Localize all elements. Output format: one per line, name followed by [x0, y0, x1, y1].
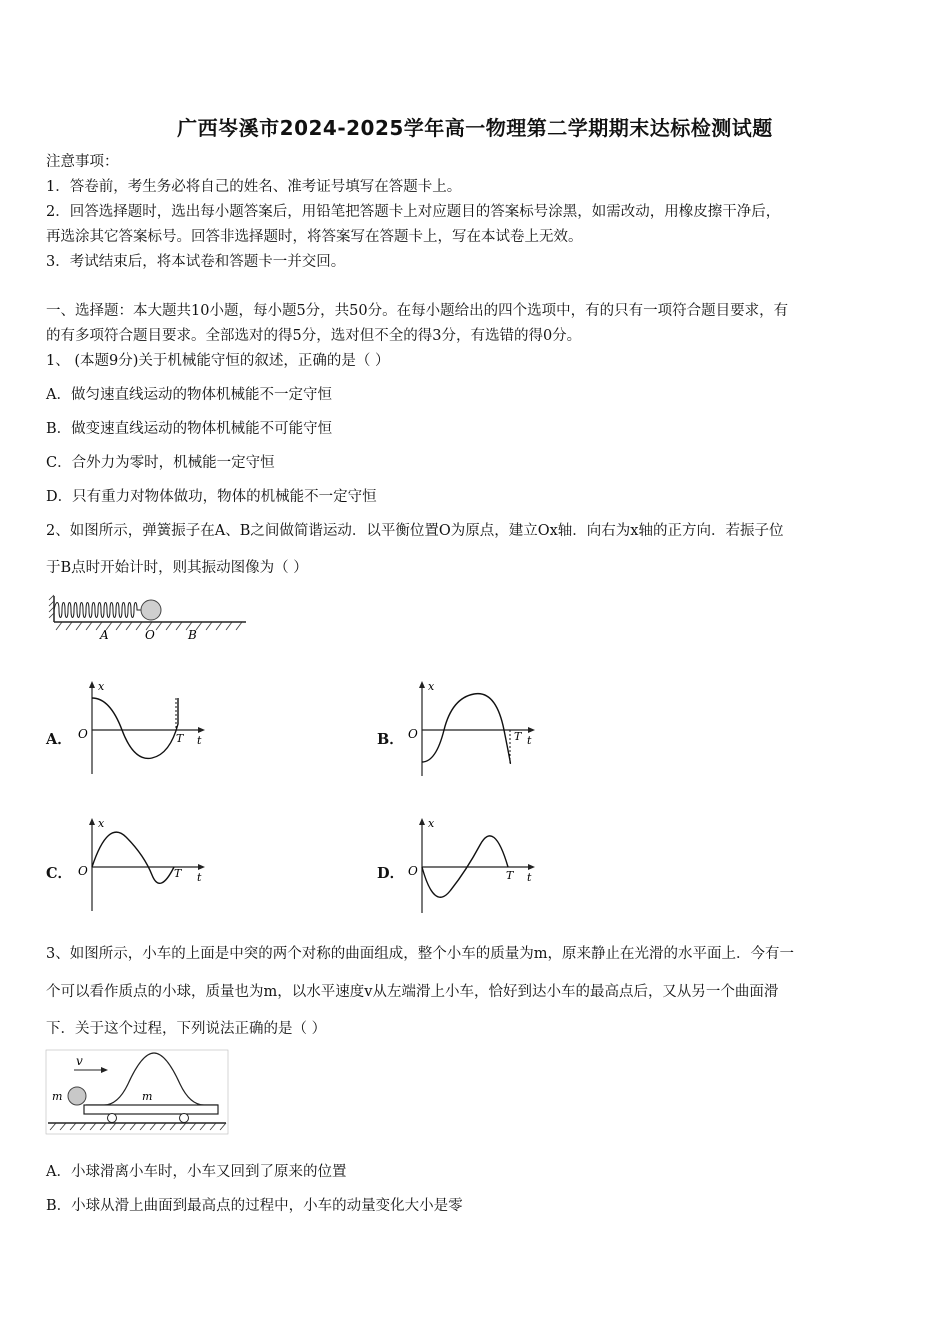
- figure-label: T: [506, 869, 514, 882]
- q2-option-c-label: C．: [46, 865, 73, 882]
- q2-option-a-label: A．: [46, 731, 72, 748]
- figure-label: O: [408, 727, 418, 741]
- figure-label: O: [408, 864, 418, 878]
- q2-graph-b: [400, 678, 540, 778]
- q1-option-d: D．只有重力对物体做功，物体的机械能不一定守恒: [46, 489, 377, 505]
- figure-label: O: [78, 864, 88, 878]
- q2-graph-d: [400, 815, 540, 915]
- q3-stem-line2: 个可以看作质点的小球，质量也为m，以水平速度v从左端滑上小车，恰好到达小车的最高点后，又从另一个曲面滑: [46, 984, 779, 1000]
- figure-label: t: [197, 734, 202, 747]
- q2-stem-line1: 2、如图所示，弹簧振子在A、B之间做简谐运动．以平衡位置O为原点，建立Ox轴．向右为x轴的正方向．若振子位: [46, 523, 784, 539]
- velocity-label: v: [76, 1054, 83, 1068]
- q1-option-b: B．做变速直线运动的物体机械能不可能守恒: [46, 421, 333, 437]
- figure-label: x: [98, 817, 105, 830]
- point-b-label: B: [188, 628, 197, 642]
- figure-label: x: [428, 680, 435, 693]
- figure-label: O: [78, 727, 88, 741]
- ball-mass-label: m: [52, 1090, 63, 1103]
- point-o-label: O: [145, 628, 155, 642]
- q2-stem-line2: 于B点时开始计时，则其振动图像为（ ）: [46, 560, 308, 576]
- section-intro: 一、选择题：本大题共10小题，每小题5分，共50分。在每小题给出的四个选项中，有的只有一项符合题目要求，有: [46, 303, 789, 319]
- notice-item: 3．考试结束后，将本试卷和答题卡一并交回。: [46, 254, 346, 270]
- q3-option-b: B．小球从滑上曲面到最高点的过程中，小车的动量变化大小是零: [46, 1198, 463, 1214]
- q2-option-d-label: D．: [377, 865, 405, 882]
- q2-option-b-label: B．: [377, 731, 404, 748]
- q2-graph-c: [70, 815, 210, 915]
- q2-graph-a: [70, 678, 210, 778]
- notice-item: 再选涂其它答案标号。回答非选择题时，将答案写在答题卡上，写在本试卷上无效。: [46, 229, 583, 245]
- q1-stem: 1、 (本题9分)关于机械能守恒的叙述，正确的是（ ）: [46, 353, 390, 369]
- section-intro: 的有多项符合题目要求。全部选对的得5分，选对但不全的得3分，有选错的得0分。: [46, 328, 582, 344]
- notice-item: 2．回答选择题时，选出每小题答案后，用铅笔把答题卡上对应题目的答案标号涂黑，如需改动，用橡皮擦干净后，: [46, 204, 781, 220]
- q3-stem-line3: 下．关于这个过程，下列说法正确的是（ ）: [46, 1021, 327, 1037]
- q1-option-c: C．合外力为零时，机械能一定守恒: [46, 455, 275, 471]
- notice-heading: 注意事项：: [46, 154, 119, 170]
- figure-label: T: [514, 730, 522, 743]
- cart-mass-label: m: [142, 1090, 153, 1103]
- point-a-label: A: [100, 628, 109, 642]
- page-title: 广西岑溪市2024-2025学年高一物理第二学期期末达标检测试题: [177, 116, 773, 140]
- cart-ball-figure: [46, 1050, 228, 1134]
- figure-label: x: [428, 817, 435, 830]
- q3-option-a: A．小球滑离小车时，小车又回到了原来的位置: [46, 1164, 347, 1180]
- figure-label: x: [98, 680, 105, 693]
- figure-label: T: [176, 732, 184, 745]
- q1-option-a: A．做匀速直线运动的物体机械能不一定守恒: [46, 387, 332, 403]
- spring-oscillator-figure: [46, 592, 251, 642]
- figure-label: t: [527, 871, 532, 884]
- figure-label: t: [197, 871, 202, 884]
- figure-label: t: [527, 734, 532, 747]
- q3-stem-line1: 3、如图所示，小车的上面是中突的两个对称的曲面组成，整个小车的质量为m，原来静止在光滑的水平面上．今有一: [46, 946, 794, 962]
- figure-label: T: [174, 867, 182, 880]
- notice-item: 1．答卷前，考生务必将自己的姓名、准考证号填写在答题卡上。: [46, 179, 462, 195]
